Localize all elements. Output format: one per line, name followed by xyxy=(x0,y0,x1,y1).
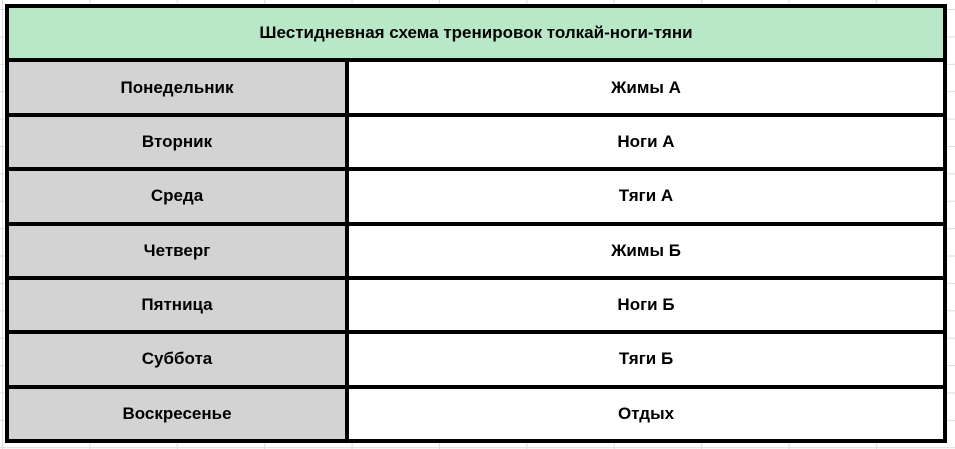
workout-cell[interactable] xyxy=(349,389,943,439)
day-cell[interactable] xyxy=(9,280,345,330)
workout-label: Ноги А xyxy=(617,131,675,151)
day-cell[interactable] xyxy=(9,389,345,439)
workout-cell[interactable] xyxy=(349,117,943,167)
table-title: Шестидневная схема тренировок толкай-ноги-тяни xyxy=(259,23,693,43)
day-label: Воскресенье xyxy=(122,403,232,423)
table-title-cell[interactable] xyxy=(9,8,943,58)
day-cell[interactable] xyxy=(9,117,345,167)
workout-cell[interactable] xyxy=(349,171,943,221)
day-cell[interactable] xyxy=(9,226,345,276)
workout-label: Тяги А xyxy=(618,186,674,206)
workout-label: Жимы А xyxy=(611,77,681,97)
workout-cell[interactable] xyxy=(349,226,943,276)
day-label: Вторник xyxy=(141,131,213,151)
workout-schedule-table xyxy=(5,4,947,443)
day-label: Среда xyxy=(150,186,204,206)
day-label: Пятница xyxy=(141,295,213,315)
day-cell[interactable] xyxy=(9,62,345,112)
workout-label: Тяги Б xyxy=(618,349,674,369)
workout-label: Ноги Б xyxy=(617,295,675,315)
day-cell[interactable] xyxy=(9,171,345,221)
workout-cell[interactable] xyxy=(349,62,943,112)
day-label: Четверг xyxy=(143,240,211,260)
workout-cell[interactable] xyxy=(349,334,943,384)
day-cell[interactable] xyxy=(9,334,345,384)
workout-cell[interactable] xyxy=(349,280,943,330)
workout-label: Отдых xyxy=(617,403,675,423)
day-label: Понедельник xyxy=(120,77,234,97)
day-label: Суббота xyxy=(141,349,213,369)
workout-label: Жимы Б xyxy=(611,240,681,260)
